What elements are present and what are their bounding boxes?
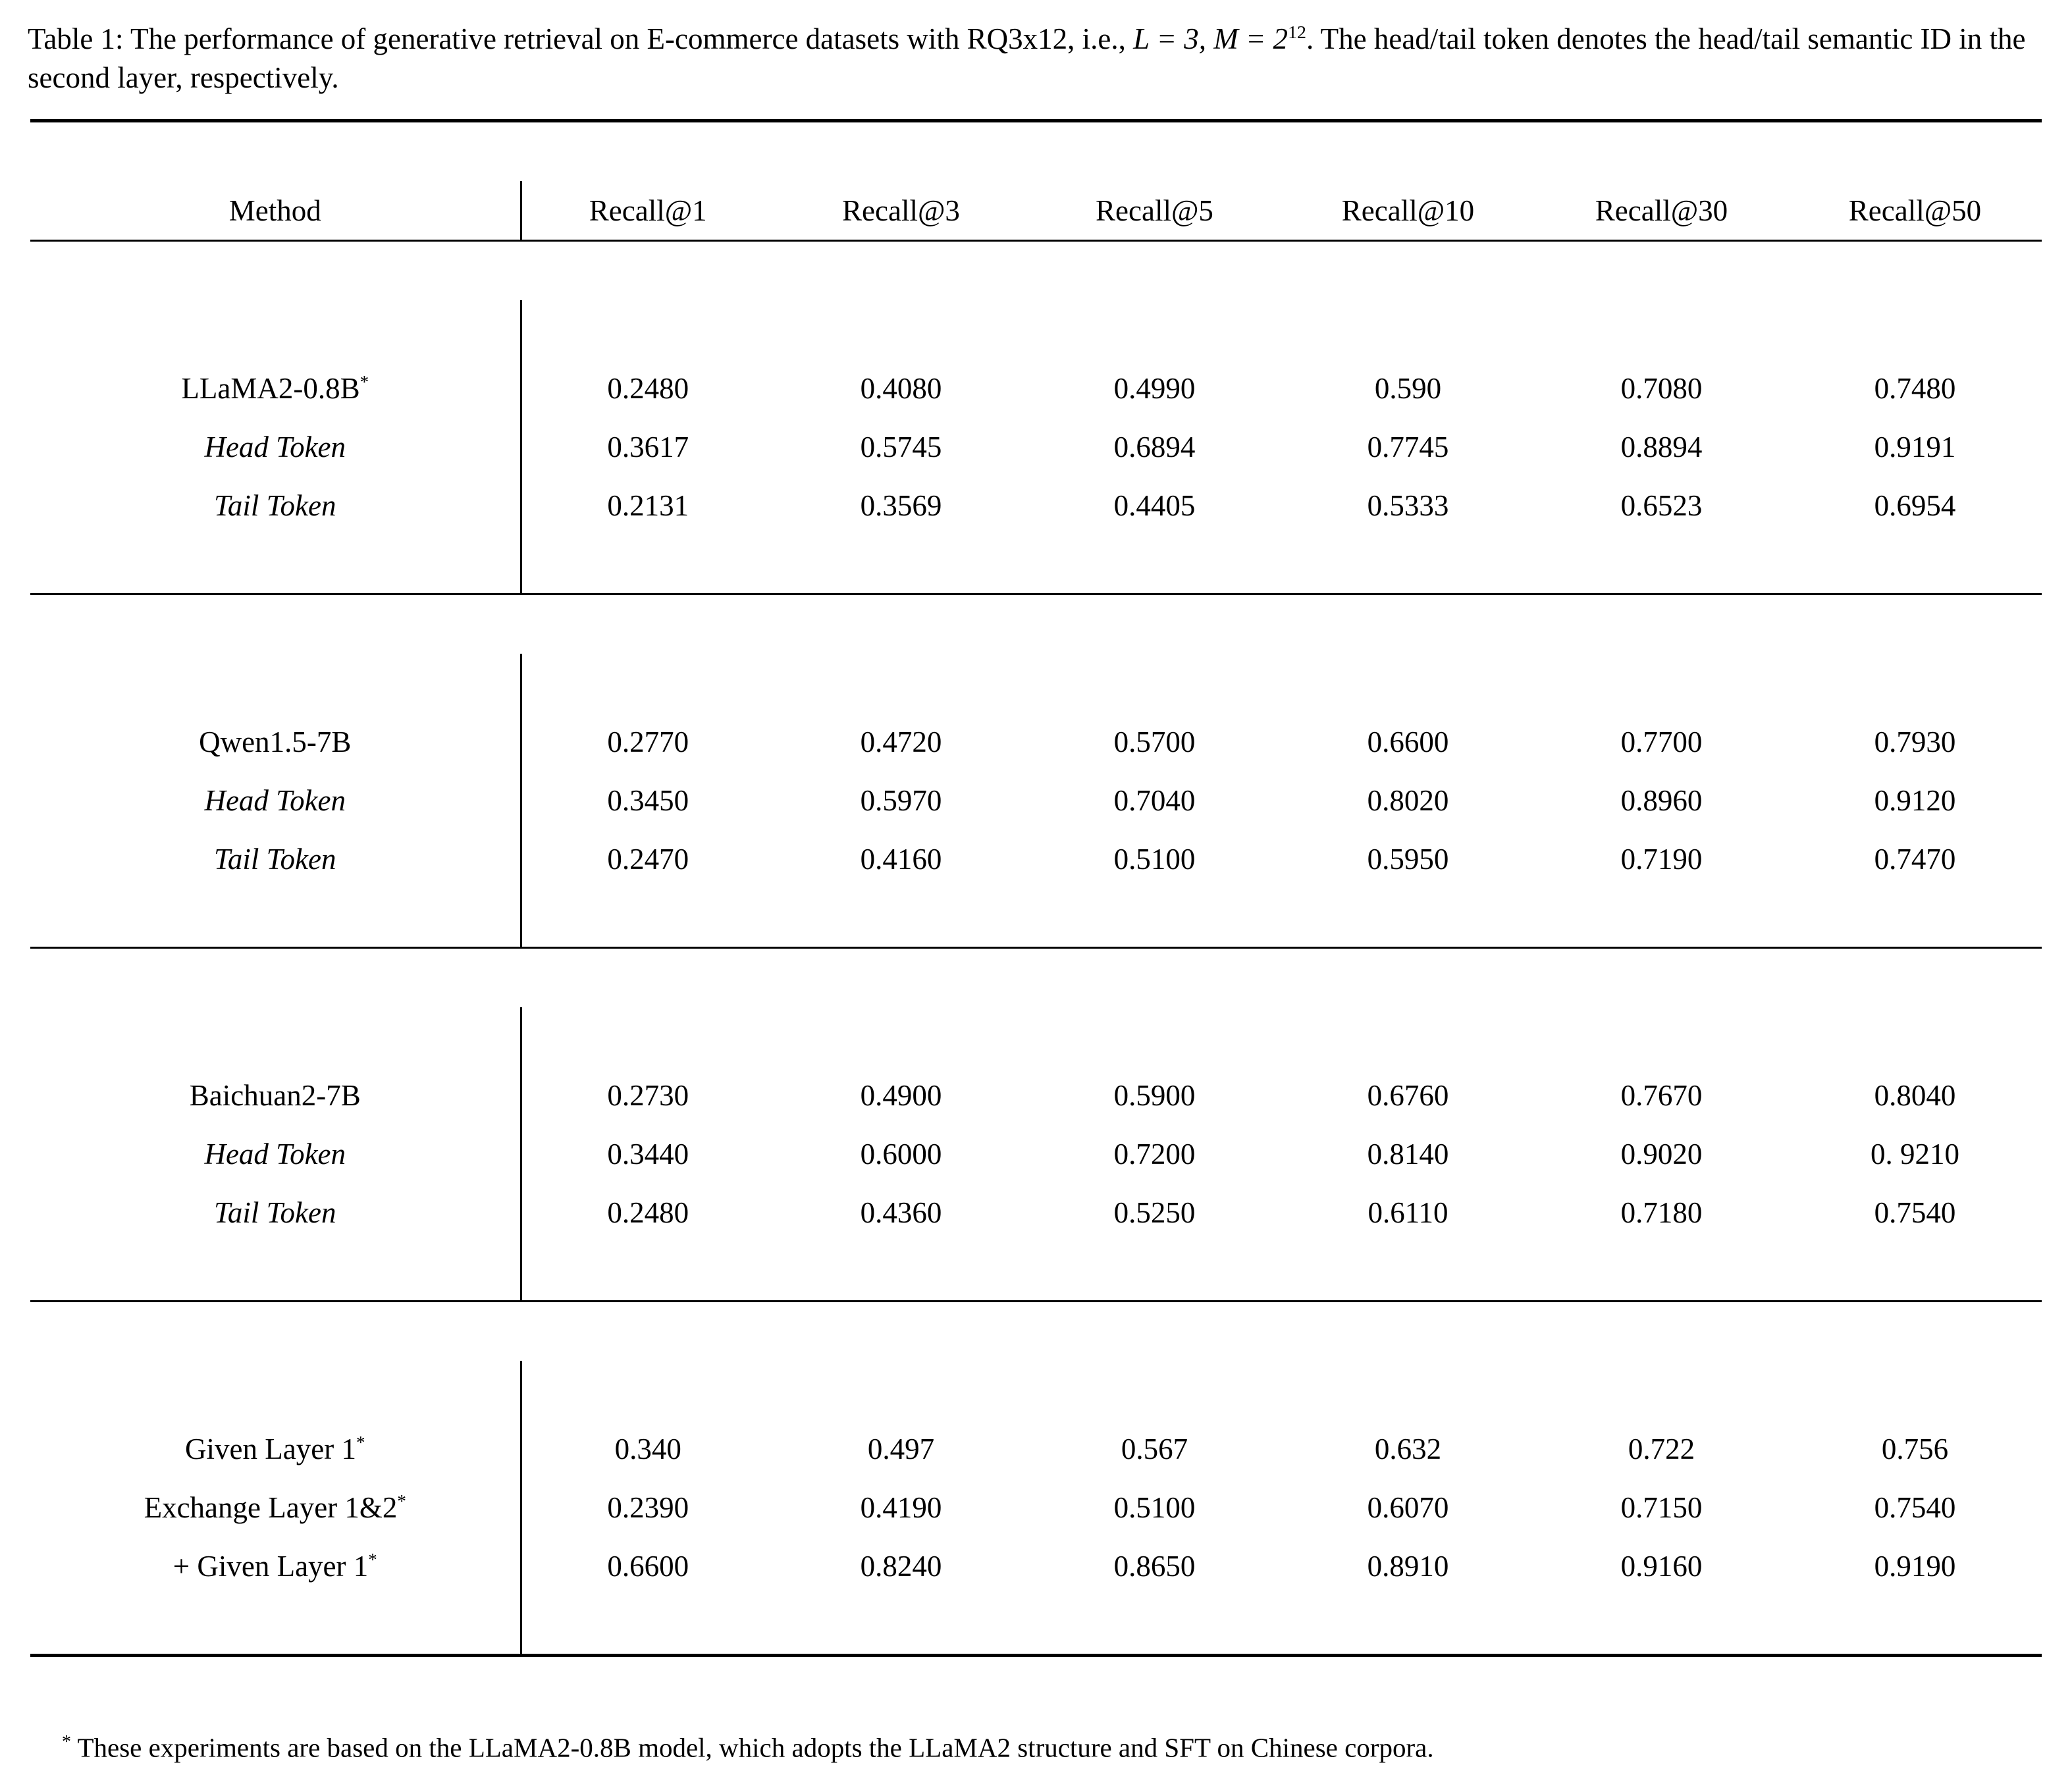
cell-value: 0.340 — [614, 1432, 681, 1465]
cell-value: 0.722 — [1628, 1432, 1695, 1465]
column-header-0: Method — [30, 181, 521, 241]
table-rule-group-1 — [30, 594, 2042, 654]
cell-value: 0.3440 — [607, 1137, 689, 1171]
group-spacer-bottom-0 — [30, 535, 2042, 594]
caption-math-l: L = 3, — [1133, 22, 1206, 55]
caption-suffix: . The head/tail token denotes the head/tail semantic ID in the second layer, respectively. — [28, 22, 2026, 94]
cell-value: 0.9160 — [1620, 1549, 1703, 1583]
cell-value: 0.6760 — [1367, 1078, 1449, 1112]
table-rule-group-3 — [30, 1302, 2042, 1361]
row-method-label: + Given Layer 1* — [30, 1537, 521, 1595]
cell-value: 0.4160 — [860, 842, 942, 876]
column-header-4: Recall@10 — [1341, 194, 1475, 227]
cell-value: 0.9020 — [1620, 1137, 1703, 1171]
cell-value: 0.756 — [1881, 1432, 1949, 1465]
cell-value: 0.5900 — [1113, 1078, 1196, 1112]
cell-value: 0.7470 — [1874, 842, 1956, 876]
column-header-6: Recall@50 — [1848, 194, 1982, 227]
cell-value: 0.2131 — [607, 488, 689, 522]
cell-value: 0.4720 — [860, 725, 942, 758]
cell-value: 0.7745 — [1367, 430, 1449, 463]
group-spacer-top-1 — [30, 654, 2042, 712]
cell-value: 0.9120 — [1874, 783, 1956, 817]
cell-value: 0.4900 — [860, 1078, 942, 1112]
cell-value: 0.6000 — [860, 1137, 942, 1171]
group-spacer-top-2 — [30, 1007, 2042, 1066]
cell-value: 0.5745 — [860, 430, 942, 463]
cell-value: 0.2480 — [607, 371, 689, 405]
cell-value: 0.2730 — [607, 1078, 689, 1112]
table-row — [30, 1066, 2042, 1124]
cell-value: 0.8140 — [1367, 1137, 1449, 1171]
cell-value: 0.7540 — [1874, 1490, 1956, 1524]
cell-value: 0.7080 — [1620, 371, 1703, 405]
cell-value: 0.632 — [1374, 1432, 1442, 1465]
cell-value: 0.2480 — [607, 1196, 689, 1229]
row-method-label: Tail Token — [30, 476, 521, 535]
row-method-label: Tail Token — [30, 1183, 521, 1242]
table-rule-top — [30, 121, 2042, 182]
cell-value: 0.9190 — [1874, 1549, 1956, 1583]
cell-value: 0.8910 — [1367, 1549, 1449, 1583]
row-method-label: Given Layer 1* — [30, 1419, 521, 1478]
footnote-text: These experiments are based on the LLaMA2-0.8B model, which adopts the LLaMA2 structure and SFT on Chinese corpora. — [77, 1732, 1434, 1763]
cell-value: 0.4190 — [860, 1490, 942, 1524]
row-method-label: Baichuan2-7B — [30, 1066, 521, 1124]
cell-value: 0.4405 — [1113, 488, 1196, 522]
cell-value: 0.5100 — [1113, 842, 1196, 876]
cell-value: 0.5700 — [1113, 725, 1196, 758]
cell-value: 0.7180 — [1620, 1196, 1703, 1229]
cell-value: 0.7670 — [1620, 1078, 1703, 1112]
cell-value: 0.3569 — [860, 488, 942, 522]
row-method-label: LLaMA2-0.8B* — [30, 359, 521, 417]
table-caption — [28, 20, 2029, 97]
caption-math-m: $M = 2^{12}$ — [1213, 22, 1306, 55]
cell-value: 0.8040 — [1874, 1078, 1956, 1112]
row-method-label: Head Token — [30, 1124, 521, 1183]
table-footnote — [62, 1730, 2031, 1765]
cell-value: 0.6600 — [607, 1549, 689, 1583]
cell-value: 0.7190 — [1620, 842, 1703, 876]
cell-value: 0.6954 — [1874, 488, 1956, 522]
cell-value: 0.2470 — [607, 842, 689, 876]
cell-value: 0.2390 — [607, 1490, 689, 1524]
cell-value: 0.8240 — [860, 1549, 942, 1583]
cell-value: 0.2770 — [607, 725, 689, 758]
table-row — [30, 476, 2042, 535]
cell-value: 0.7200 — [1113, 1137, 1196, 1171]
table-row — [30, 1419, 2042, 1478]
table-row — [30, 1183, 2042, 1242]
cell-value: 0.5970 — [860, 783, 942, 817]
cell-value: 0.7150 — [1620, 1490, 1703, 1524]
cell-value: 0.3450 — [607, 783, 689, 817]
table-row — [30, 1124, 2042, 1183]
row-method-label: Qwen1.5-7B — [30, 712, 521, 771]
cell-value: 0.8020 — [1367, 783, 1449, 817]
table-header-row — [30, 181, 2042, 241]
cell-value: 0.8894 — [1620, 430, 1703, 463]
cell-value: 0.567 — [1121, 1432, 1188, 1465]
table-row — [30, 771, 2042, 830]
cell-value: 0.7540 — [1874, 1196, 1956, 1229]
cell-value: 0.590 — [1374, 371, 1442, 405]
cell-value: 0. 9210 — [1871, 1137, 1959, 1171]
row-method-label: Exchange Layer 1&2* — [30, 1478, 521, 1537]
cell-value: 0.8650 — [1113, 1549, 1196, 1583]
caption-prefix: Table 1: The performance of generative retrieval on E-commerce datasets with RQ3x12, i.e., — [28, 22, 1134, 55]
cell-value: 0.7040 — [1113, 783, 1196, 817]
group-spacer-top-0 — [30, 300, 2042, 359]
group-spacer-bottom-2 — [30, 1242, 2042, 1302]
cell-value: 0.497 — [867, 1432, 935, 1465]
table-rule-group-0 — [30, 241, 2042, 301]
cell-value: 0.6070 — [1367, 1490, 1449, 1524]
group-spacer-bottom-3 — [30, 1595, 2042, 1656]
table-row — [30, 1537, 2042, 1595]
cell-value: 0.6523 — [1620, 488, 1703, 522]
cell-value: 0.3617 — [607, 430, 689, 463]
group-spacer-top-3 — [30, 1361, 2042, 1419]
column-header-3: Recall@5 — [1096, 194, 1213, 227]
table-rule-group-2 — [30, 948, 2042, 1008]
row-method-label: Head Token — [30, 771, 521, 830]
table-row — [30, 830, 2042, 888]
table-rule-bottom — [30, 1656, 2042, 1716]
row-method-label: Tail Token — [30, 830, 521, 888]
cell-value: 0.8960 — [1620, 783, 1703, 817]
column-header-1: Recall@1 — [589, 194, 707, 227]
cell-value: 0.7700 — [1620, 725, 1703, 758]
cell-value: 0.5333 — [1367, 488, 1449, 522]
column-header-5: Recall@30 — [1595, 194, 1728, 227]
cell-value: 0.6110 — [1368, 1196, 1448, 1229]
cell-value: 0.6600 — [1367, 725, 1449, 758]
cell-value: 0.6894 — [1113, 430, 1196, 463]
cell-value: 0.7480 — [1874, 371, 1956, 405]
table-row — [30, 417, 2042, 476]
cell-value: 0.7930 — [1874, 725, 1956, 758]
table-row — [30, 359, 2042, 417]
table-row — [30, 1478, 2042, 1537]
footnote-marker: * — [62, 1731, 71, 1752]
cell-value: 0.5100 — [1113, 1490, 1196, 1524]
column-header-2: Recall@3 — [842, 194, 960, 227]
cell-value: 0.4990 — [1113, 371, 1196, 405]
cell-value: 0.4080 — [860, 371, 942, 405]
cell-value: 0.4360 — [860, 1196, 942, 1229]
performance-table — [30, 119, 2042, 1716]
cell-value: 0.5250 — [1113, 1196, 1196, 1229]
row-method-label: Head Token — [30, 417, 521, 476]
cell-value: 0.9191 — [1874, 430, 1956, 463]
table-row — [30, 712, 2042, 771]
group-spacer-bottom-1 — [30, 888, 2042, 948]
cell-value: 0.5950 — [1367, 842, 1449, 876]
